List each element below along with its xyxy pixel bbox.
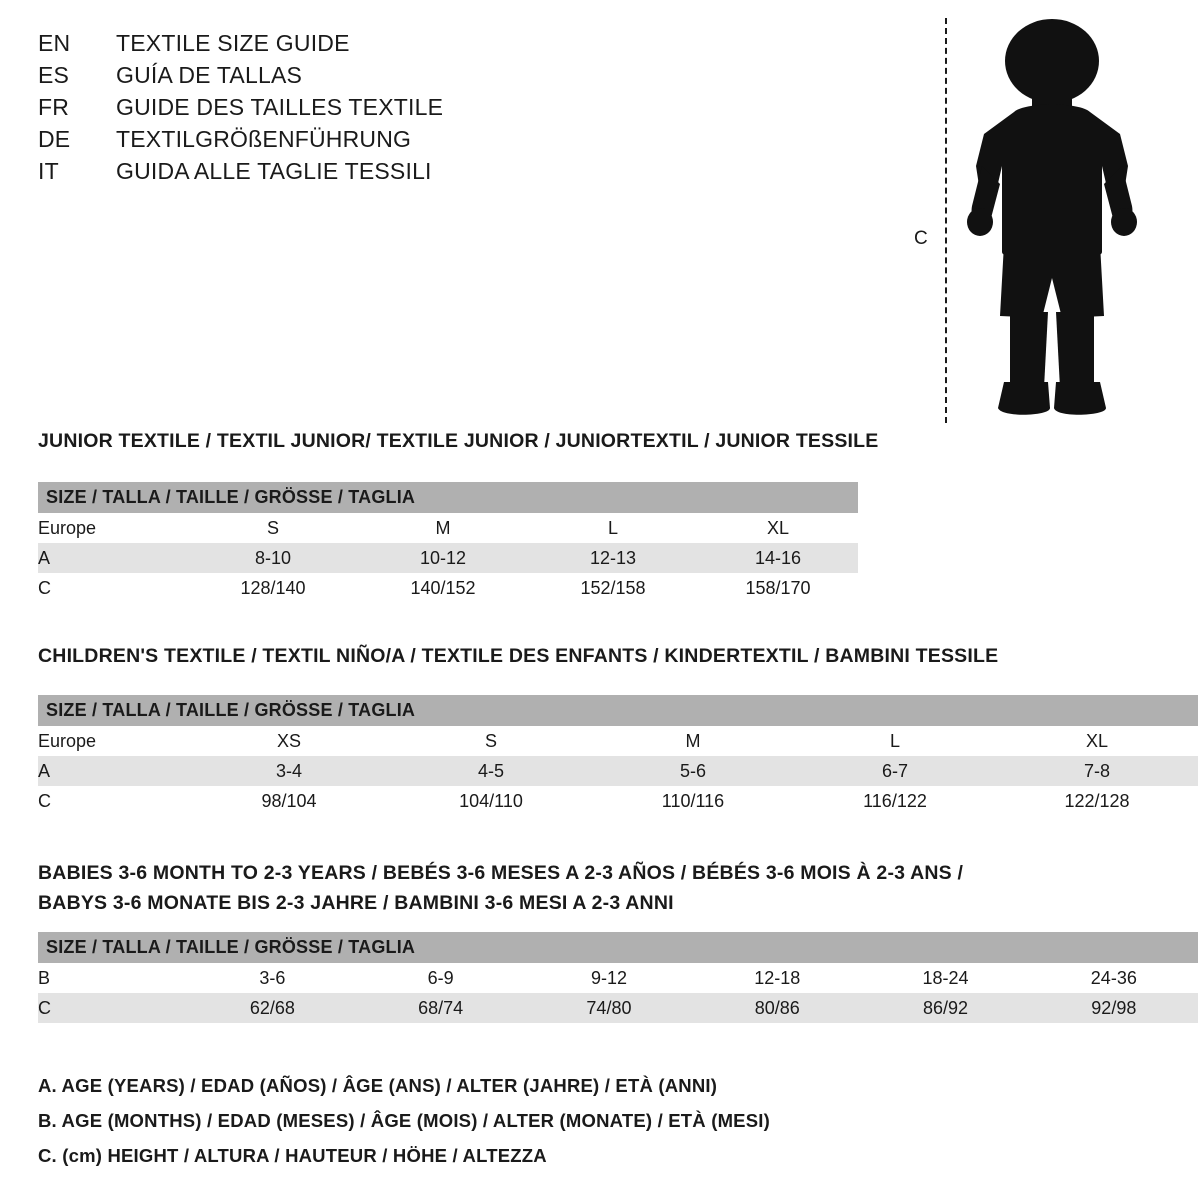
language-code-it: IT — [38, 158, 59, 184]
junior-row2-label: C — [38, 573, 188, 603]
section-title-children: CHILDREN'S TEXTILE / TEXTIL NIÑO/A / TEXTILE DES ENFANTS / KINDERTEXTIL / BAMBINI TESSILE — [38, 645, 999, 667]
junior-row2-val0: 128/140 — [188, 573, 358, 603]
table-row — [38, 573, 858, 603]
children-row0-val4: XL — [996, 726, 1198, 756]
language-text-en: TEXTILE SIZE GUIDE — [116, 30, 350, 56]
junior-row2-val3: 158/170 — [698, 573, 858, 603]
table-row — [38, 513, 858, 543]
babies-row0-label: B — [38, 963, 188, 993]
children-row0-label: Europe — [38, 726, 188, 756]
babies-row1-val1: 68/74 — [357, 993, 525, 1023]
children-row0-val3: L — [794, 726, 996, 756]
babies-row1-val4: 86/92 — [861, 993, 1029, 1023]
babies-row1-label: C — [38, 993, 188, 1023]
table-junior — [38, 482, 858, 603]
language-code-en: EN — [38, 30, 71, 56]
footnote-b: B. AGE (MONTHS) / EDAD (MESES) / ÂGE (MOIS) / ALTER (MONATE) / ETÀ (MESI) — [38, 1110, 770, 1131]
babies-row0-val2: 9-12 — [525, 963, 693, 993]
junior-row0-val1: M — [358, 513, 528, 543]
junior-row0-val2: L — [528, 513, 698, 543]
table-children-header-row — [38, 695, 1198, 726]
children-row0-val0: XS — [188, 726, 390, 756]
language-header-block — [38, 30, 658, 190]
language-code-es: ES — [38, 62, 70, 88]
junior-row0-label: Europe — [38, 513, 188, 543]
junior-row0-val0: S — [188, 513, 358, 543]
junior-row0-val3: XL — [698, 513, 858, 543]
babies-row0-val5: 24-36 — [1030, 963, 1198, 993]
table-row — [38, 963, 1198, 993]
children-row1-label: A — [38, 756, 188, 786]
language-text-de: TEXTILGRÖßENFÜHRUNG — [116, 126, 412, 152]
junior-row1-label: A — [38, 543, 188, 573]
section-title-babies — [38, 858, 1038, 918]
table-junior-header-label: SIZE / TALLA / TAILLE / GRÖSSE / TAGLIA — [38, 482, 858, 513]
junior-row1-val0: 8-10 — [188, 543, 358, 573]
babies-row1-val5: 92/98 — [1030, 993, 1198, 1023]
language-code-de: DE — [38, 126, 71, 152]
junior-row1-val2: 12-13 — [528, 543, 698, 573]
language-code-fr: FR — [38, 94, 70, 120]
language-row-fr — [38, 94, 658, 126]
table-babies — [38, 932, 1198, 1023]
babies-row0-val4: 18-24 — [861, 963, 1029, 993]
children-row2-label: C — [38, 786, 188, 816]
children-row0-val1: S — [390, 726, 592, 756]
table-babies-header-label: SIZE / TALLA / TAILLE / GRÖSSE / TAGLIA — [38, 932, 1198, 963]
table-children-header-label: SIZE / TALLA / TAILLE / GRÖSSE / TAGLIA — [38, 695, 1198, 726]
table-junior-header-row — [38, 482, 858, 513]
language-text-es: GUÍA DE TALLAS — [116, 62, 303, 88]
section-title-junior: JUNIOR TEXTILE / TEXTIL JUNIOR/ TEXTILE JUNIOR / JUNIORTEXTIL / JUNIOR TESSILE — [38, 430, 879, 452]
table-row — [38, 756, 1198, 786]
children-row1-val1: 4-5 — [390, 756, 592, 786]
junior-row2-val2: 152/158 — [528, 573, 698, 603]
section-title-babies-line1: BABIES 3-6 MONTH TO 2-3 YEARS / BEBÉS 3-6 MESES A 2-3 AÑOS / BÉBÉS 3-6 MOIS À 2-3 ANS / — [38, 862, 964, 884]
children-row1-val2: 5-6 — [592, 756, 794, 786]
language-text-it: GUIDA ALLE TAGLIE TESSILI — [116, 158, 432, 184]
babies-row0-val3: 12-18 — [693, 963, 861, 993]
children-row1-val4: 7-8 — [996, 756, 1198, 786]
child-silhouette-icon — [952, 16, 1152, 426]
language-row-de — [38, 126, 658, 158]
table-babies-header-row — [38, 932, 1198, 963]
section-title-babies-line2: BABYS 3-6 MONATE BIS 2-3 JAHRE / BAMBINI 3-6 MESI A 2-3 ANNI — [38, 892, 674, 914]
children-row2-val4: 122/128 — [996, 786, 1198, 816]
children-row2-val2: 110/116 — [592, 786, 794, 816]
height-measure-label: C — [914, 228, 928, 249]
babies-row0-val0: 3-6 — [188, 963, 356, 993]
children-row1-val3: 6-7 — [794, 756, 996, 786]
babies-row0-val1: 6-9 — [357, 963, 525, 993]
footnote-block — [38, 1068, 1038, 1173]
height-dashed-line — [945, 18, 947, 423]
language-row-en — [38, 30, 658, 62]
table-row — [38, 726, 1198, 756]
babies-row1-val0: 62/68 — [188, 993, 356, 1023]
children-row2-val0: 98/104 — [188, 786, 390, 816]
babies-row1-val2: 74/80 — [525, 993, 693, 1023]
children-row2-val1: 104/110 — [390, 786, 592, 816]
measurement-figure — [900, 10, 1160, 430]
table-row — [38, 786, 1198, 816]
babies-row1-val3: 80/86 — [693, 993, 861, 1023]
language-text-fr: GUIDE DES TAILLES TEXTILE — [116, 94, 444, 120]
junior-row1-val1: 10-12 — [358, 543, 528, 573]
junior-row2-val1: 140/152 — [358, 573, 528, 603]
table-row — [38, 543, 858, 573]
footnote-a: A. AGE (YEARS) / EDAD (AÑOS) / ÂGE (ANS) / ALTER (JAHRE) / ETÀ (ANNI) — [38, 1075, 718, 1096]
language-row-es — [38, 62, 658, 94]
table-row — [38, 993, 1198, 1023]
children-row1-val0: 3-4 — [188, 756, 390, 786]
language-row-it — [38, 158, 658, 190]
children-row0-val2: M — [592, 726, 794, 756]
footnote-c: C. (cm) HEIGHT / ALTURA / HAUTEUR / HÖHE / ALTEZZA — [38, 1145, 547, 1166]
children-row2-val3: 116/122 — [794, 786, 996, 816]
table-children — [38, 695, 1198, 816]
junior-row1-val3: 14-16 — [698, 543, 858, 573]
